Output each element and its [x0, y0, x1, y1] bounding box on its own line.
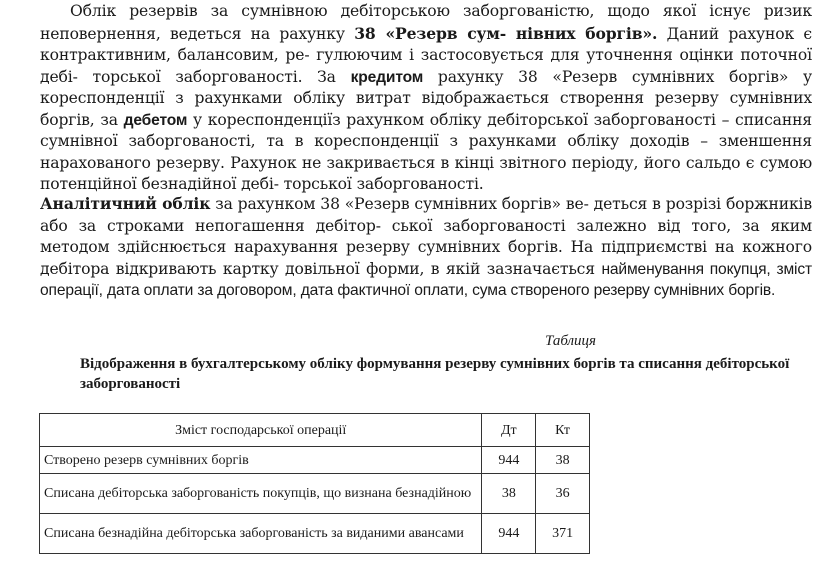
header-credit: Кт	[536, 414, 590, 447]
cell-credit: 36	[536, 474, 590, 514]
cell-debit: 944	[482, 447, 536, 474]
cell-debit: 38	[482, 474, 536, 514]
cell-credit: 371	[536, 514, 590, 554]
table-label: Таблиця	[545, 333, 596, 349]
cell-operation: Списана безнадійна дебіторська заборгованість за виданими авансами	[40, 514, 482, 554]
table-title: Відображення в бухгалтерському обліку формування резерву сумнівних боргів та списання дебіторської заборгованості	[80, 356, 790, 392]
header-operation: Зміст господарської операції	[40, 414, 482, 447]
p1-credit-term: кредитом	[350, 68, 424, 86]
p1-account-38: 38 «Резерв сум- нівних боргів».	[354, 23, 658, 43]
p1-text-1: Облік резервів за сумнівною дебіторською заборгованістю, щодо якої існує ризик неповернення, ведеться на рахунку	[40, 2, 812, 43]
p2-text-1: за рахунком 38 «Резерв сумнівних боргів» ве- деться в розрізі боржників або за строками непогашення дебітор- ської заборгованості залежно від того, за яким методом здійснюється нарахування резерву сумнівних боргів. На підприємстві на кожного дебітора відкривають картку довільної форми, в якій зазначається	[40, 195, 813, 278]
cell-operation: Створено резерв сумнівних боргів	[40, 447, 482, 474]
cell-credit: 38	[536, 447, 590, 474]
table-row	[40, 447, 590, 474]
table-header-row	[40, 414, 590, 447]
cell-debit: 944	[482, 514, 536, 554]
p2-text-2: найменування покупця, зміст операції, дата оплати за договором, дата фактичної оплати, сума створеного резерву сумнівних боргів.	[40, 260, 812, 299]
table-row	[40, 514, 590, 554]
p2-analytical-term: Аналітичний облік	[40, 194, 211, 213]
p1-text-2: Даний рахунок є контрактивним, балансовим, ре- гулюючим і застосовується для уточнення оцінки поточної дебі- торської заборгованості. За	[40, 24, 812, 86]
p1-text-4: у кореспонденціїз рахунком обліку дебіторської заборгованості – списання сумнівної заборгованості, та в кореспонденції з рахунками обліку доходів – зменшення нарахованого резерву. Рахунок не закривається в кінці звітного періоду, його сальдо є сумою потенційної безнадійної дебі- торської заборгованості.	[40, 110, 812, 193]
paragraph-analytical-accounting	[40, 193, 812, 302]
p1-text-3: рахунку 38 «Резерв сумнівних боргів» у кореспонденції з рахунками обліку витрат відображається створення резерву сумнівних боргів, за	[40, 67, 812, 129]
table-row	[40, 474, 590, 514]
header-debit: Дт	[482, 414, 536, 447]
reserve-entries-table	[39, 413, 590, 554]
p1-debit-term: дебетом	[123, 111, 188, 129]
cell-operation: Списана дебіторська заборгованість покупців, що визнана безнадійною	[40, 474, 482, 514]
paragraph-reserve-accounting	[40, 1, 812, 196]
